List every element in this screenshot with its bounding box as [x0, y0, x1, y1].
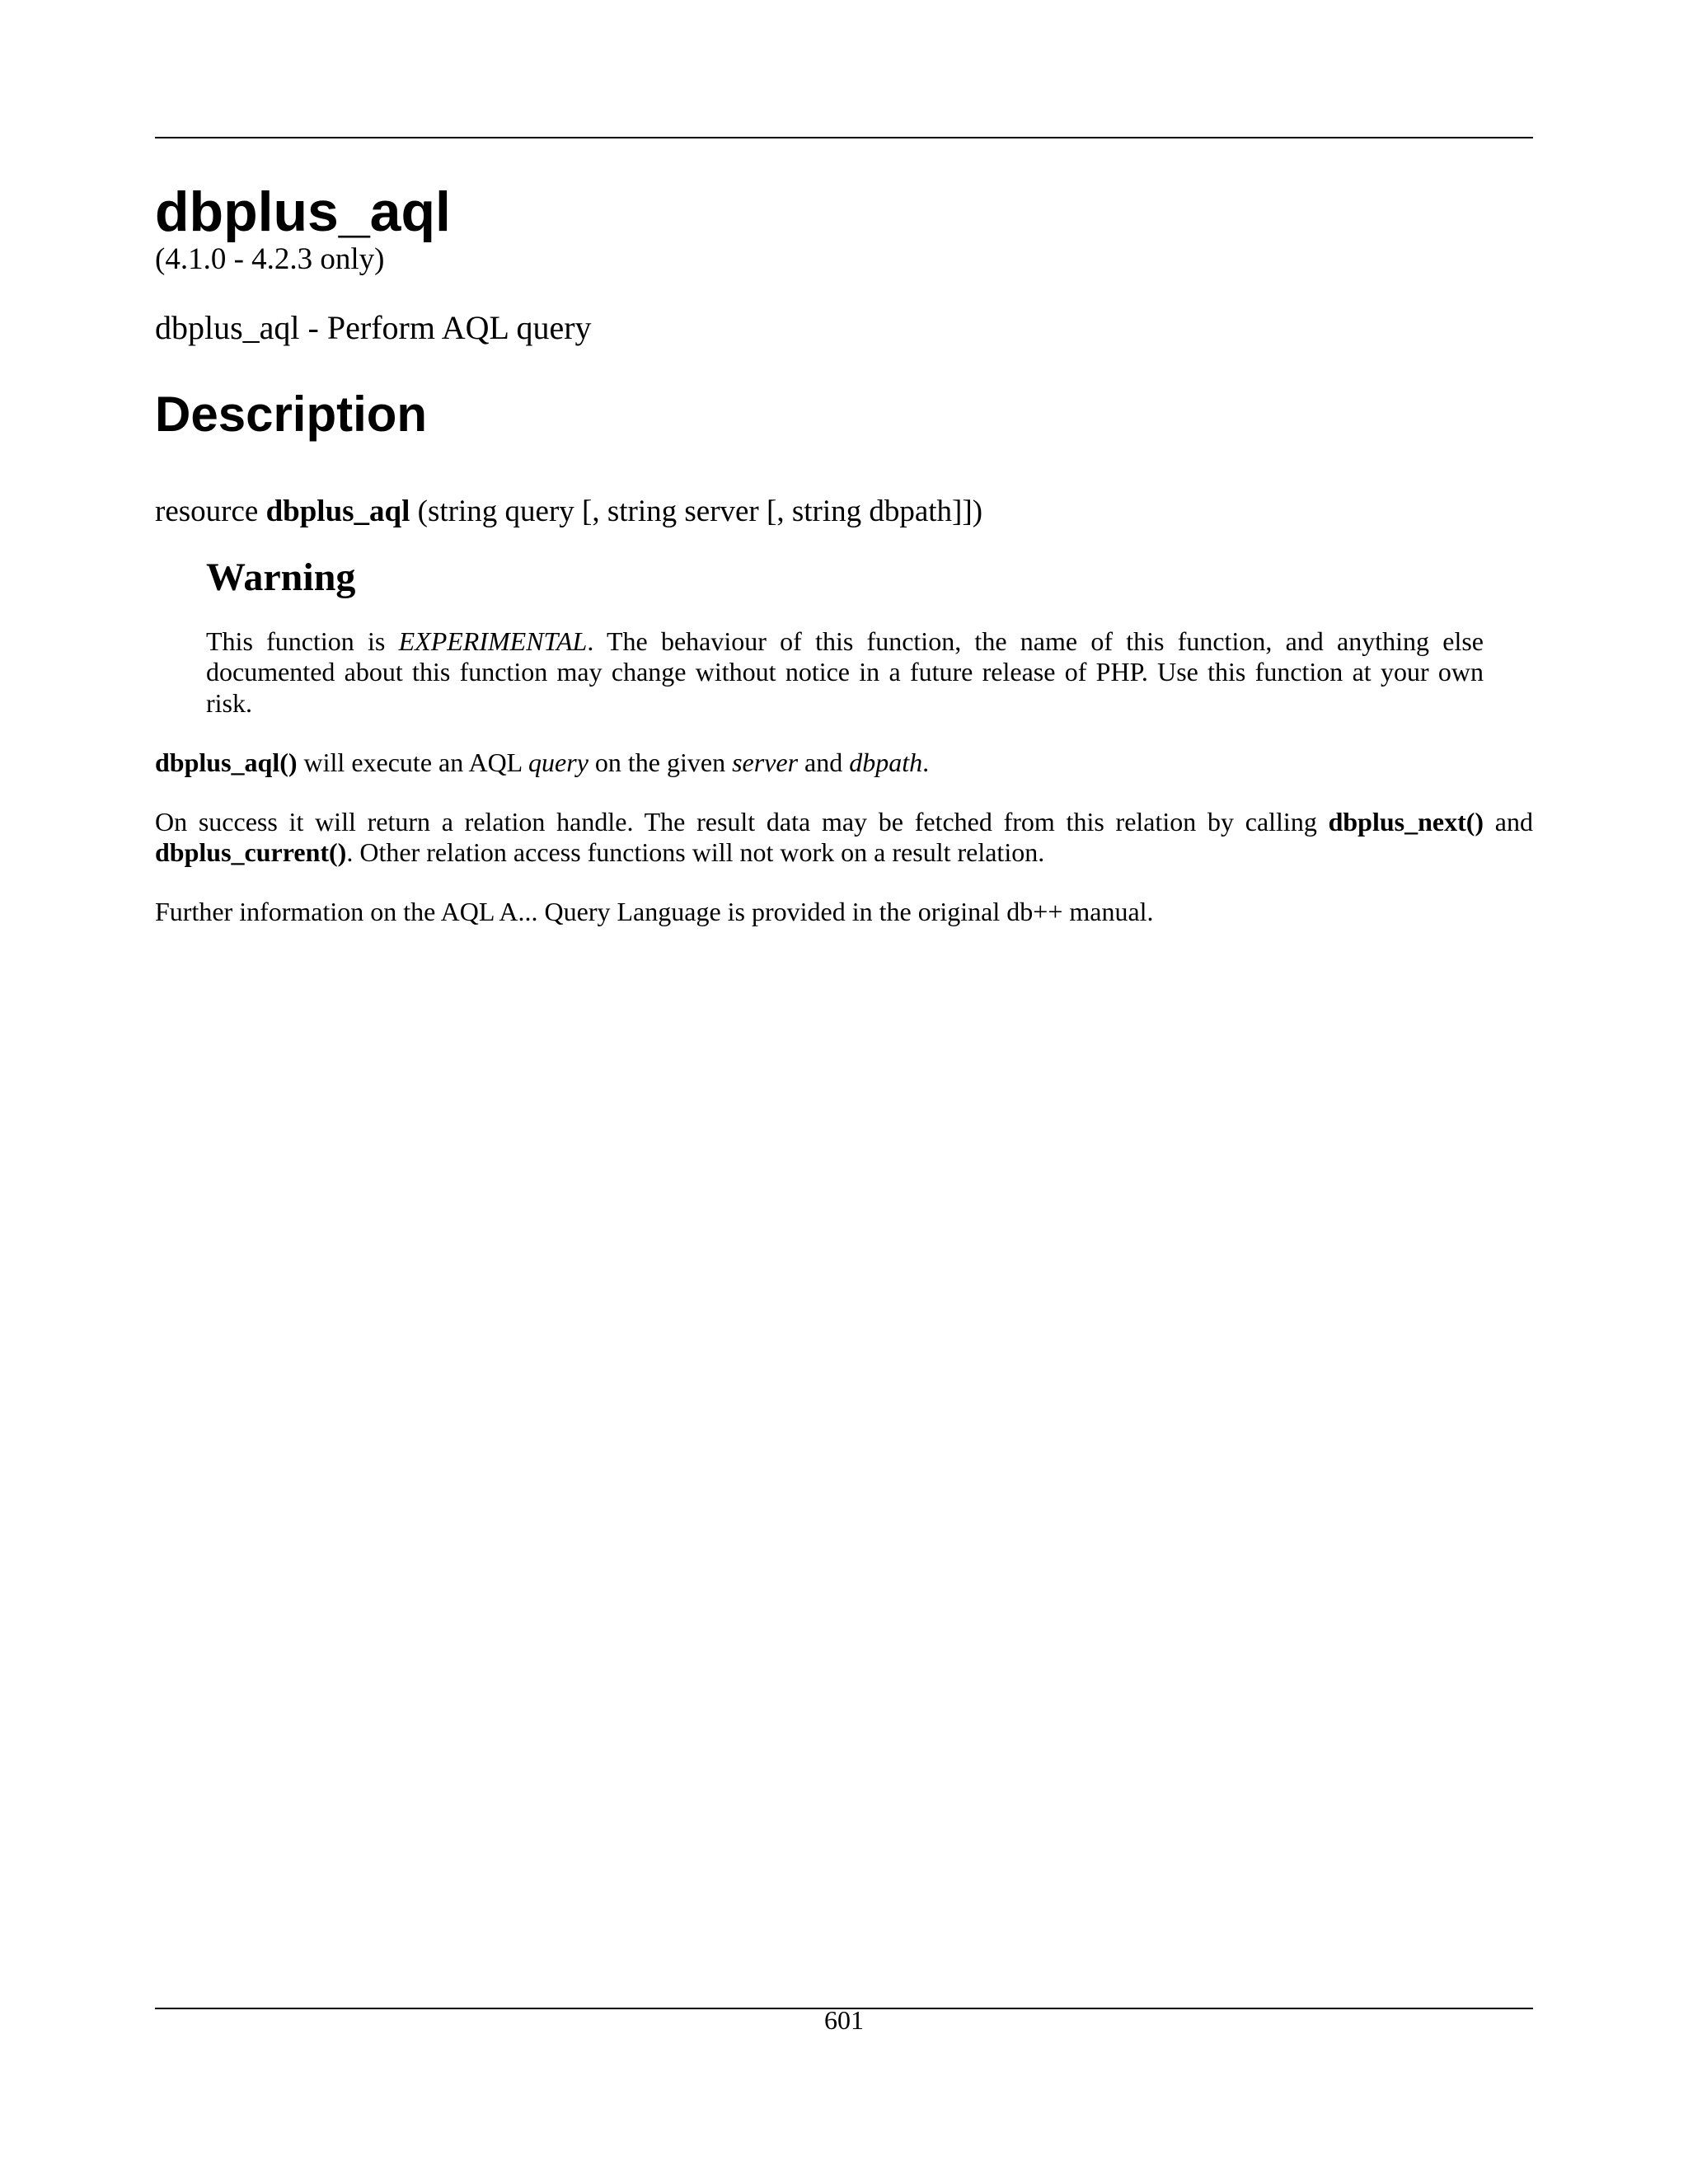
synopsis-return-type: resource — [155, 494, 259, 528]
version-info: (4.1.0 - 4.2.3 only) — [155, 242, 385, 277]
page-number: 601 — [824, 2005, 864, 2035]
param-dbpath: dbpath — [849, 747, 923, 777]
synopsis-params: (string query [, string server [, string dbpath]]) — [417, 494, 983, 528]
synopsis-function-name: dbplus_aql — [265, 494, 410, 528]
warning-title: Warning — [206, 555, 356, 600]
description-heading: Description — [155, 386, 428, 442]
function-synopsis — [155, 493, 1533, 531]
warning-text — [206, 626, 1484, 719]
para1-text2: on the given — [588, 747, 733, 777]
param-server: server — [732, 747, 799, 777]
para2-text1: On success it will return a relation handle. The result data may be fetched from this relation by calling — [155, 806, 1329, 837]
paragraph-further-info: Further information on the AQL A... Query Language is provided in the original db++ manual. — [155, 897, 1154, 927]
header-rule — [155, 137, 1533, 138]
function-ref-dbplus-current: dbplus_current() — [155, 837, 347, 868]
page-content — [155, 180, 1534, 928]
para1-text1: will execute an AQL — [297, 747, 529, 777]
page-title: dbplus_aql — [155, 180, 451, 243]
function-purpose: dbplus_aql - Perform AQL query — [155, 308, 592, 346]
warning-text-before: This function is — [206, 626, 399, 656]
function-ref-dbplus-aql: dbplus_aql() — [155, 747, 298, 777]
paragraph-return — [155, 807, 1533, 869]
function-ref-dbplus-next: dbplus_next() — [1328, 806, 1484, 837]
para2-text2: and — [1484, 806, 1534, 837]
warning-emphasis: EXPERIMENTAL — [398, 626, 588, 656]
warning-box — [206, 554, 1484, 719]
para1-text4: . — [922, 747, 930, 777]
param-query: query — [528, 747, 588, 777]
warning-text-after: . The behaviour of this function, the name of this function, and anything else documented about this function may change without notice in a future release of PHP. Use this function at your own risk. — [206, 626, 1484, 719]
para1-text3: and — [798, 747, 850, 777]
paragraph-execute — [155, 748, 1533, 779]
para2-text3: . Other relation access functions will not work on a result relation. — [346, 837, 1045, 868]
